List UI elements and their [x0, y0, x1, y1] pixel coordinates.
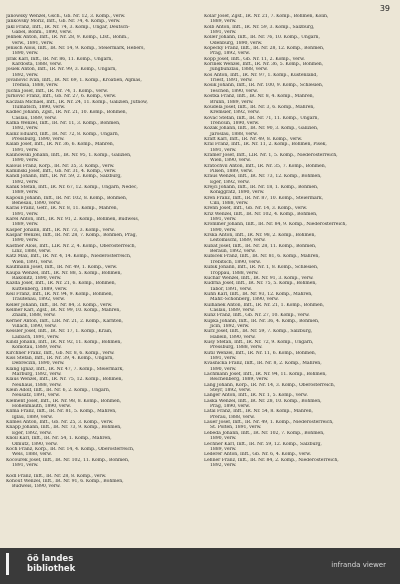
entry-line: Klima Franz, Inft., IR. Nr. 81, 5. Komp., Mähren, [6, 409, 117, 415]
entry-line: Kupka Johann, Inft., IR. Nr. 36, 4. Komp., Böhmen, [204, 318, 320, 324]
entry-continuation: Mähr.-Schönberg, 1890, verw. [210, 297, 279, 303]
entry-line: Korinek Wenzel, Inft., IR. Nr. 36, 5. Komp., Böhmen, [204, 62, 324, 68]
entry-line: Kos Anton, Inft., IR. Nr. 97, 1. Komp., Küstenland, [204, 72, 318, 78]
entry-line: Koller Johann, Inft., IR. Nr. 76, 10. Komp., Ungarn, [204, 35, 320, 41]
entry-line: Katz Max, Inft., IR. Nr. 4, 14. Komp., Niederösterreich, [6, 254, 132, 260]
entry-line: Kaufmann Josef, Inft., IR. Nr. 49, 1. Komp., verw. [6, 265, 118, 271]
entry-continuation: Gabel, Böhm., 1890, verw. [12, 30, 73, 36]
entry-continuation: 1890, verw. [12, 158, 39, 164]
logo-mark-icon [6, 553, 23, 575]
entry-continuation: 1890, verw. [210, 227, 237, 233]
entry-continuation: verw., 1891, verw. [12, 40, 54, 46]
entry-line: Langer Anton, Inft., IR. Nr. 1, 5. Komp., verw. [204, 393, 308, 399]
logo-line-1: öö landes [27, 554, 74, 564]
entry-line: Koudela Josef, Inft., IR. Nr. 3, 6. Komp., Mähren, [204, 104, 315, 110]
entry-line: Krenn Josef, Inft., Gb. Nr. 14, 3. Komp., verw. [204, 206, 308, 212]
entry-continuation: Brünn, 1889, verw. [210, 99, 254, 105]
left-column [6, 14, 196, 490]
entry-line: Kalous Franz, Korp., IR. Nr. 35, 3. Komp., verw. [6, 163, 115, 169]
entry-continuation: Trautenau, 1892, verw. [12, 297, 65, 303]
entry-continuation: Olmütz, 1890, verw. [12, 441, 58, 447]
entry-continuation: 1890, verw. [12, 238, 39, 244]
entry-continuation: Villach, 1890, verw. [12, 323, 57, 329]
entry-continuation: Beraun, 1892, verw. [210, 249, 256, 255]
entry-continuation: Jungbunzlau, 1888, verw. [210, 67, 268, 73]
entry-continuation: Trebitsch, 1890, verw. [210, 259, 261, 265]
entry-continuation: Hohenmauth, 1890, verw. [12, 404, 72, 410]
entry-line: Kozak Johann, Inft., IR. Nr. 90, 3. Komp., Galizien, [204, 126, 319, 132]
entry-line: Lauer Josef, Inft., IR. Nr. 49, 1. Komp., Niederösterreich, [204, 420, 334, 426]
entry-line: Jurkovic Franz, Inft., Gb. Nr. 27, 6. Komp., verw. [6, 94, 117, 100]
entry-line: Kaminski Josef, Inft., Gb. Nr. 31, 4. Komp., verw. [6, 168, 117, 174]
entry-line: Kraft Karl, Inft., IR. Nr. 49, 8. Komp., verw. [204, 136, 303, 142]
entry-continuation: Pilsen, 1889, verw. [210, 168, 254, 174]
entry-line: Kanik Stefan, Inft., IR. Nr. 67, 12. Komp., Ungarn, Nedec, [6, 185, 138, 190]
entry-line: Jenisch Alois, Inft., IR. Nr. 14, 9. Komp., Steiermark, Hebers, [6, 46, 145, 52]
entry-continuation: 1892, verw. [12, 72, 39, 78]
entry-line: Kiss Stefan, Inft., IR. Nr. 39, 4. Komp., Ungarn, [6, 356, 114, 361]
entry-line: Kvasnicka Franz, Inft., IR. Nr. 8, 2. Komp., Mähren, [204, 361, 322, 367]
entry-continuation: Tremsa, 1888, verw. [12, 83, 59, 89]
entry-continuation: Debreczin, 1890, verw. [12, 361, 65, 367]
entry-line: Juchla Josef, Inft., IR. Nr. 74, 1. Komp., verw. [6, 88, 108, 94]
entry-line: Josiek Anton, Inft., IR. Nr. 99, 3. Komp., Ungarn, [6, 67, 117, 73]
entry-continuation: Jicin, 1892, verw. [210, 323, 250, 329]
entry-continuation: Königgrätz, 1890, verw. [210, 190, 265, 196]
entry-line: Kolar Josef, Zgsf., IR. Nr. 21, 7. Komp., Böhmen, Kolin, [204, 14, 329, 19]
entry-line: Krejci Johann, Inft., IR. Nr. 18, 1. Komp., Böhmen, [204, 185, 319, 190]
entry-continuation: 1892, verw. [12, 179, 39, 185]
entry-line: Kalab Josef, Inft., IR. Nr. 36, 6. Komp., Mähren, [6, 142, 115, 148]
entry-line: Kafka Wenzel, Inft., IR. Nr. 11, 3. Komp., Böhmen, [6, 120, 121, 126]
entry-continuation: 1890, verw. [210, 436, 237, 442]
library-logo[interactable] [6, 553, 75, 575]
entry-line: Klaus Wenzel, Inft., IR. Nr. 75, 12. Komp., Böhmen, [6, 377, 123, 383]
entry-continuation: Kremsier, 1892, verw. [210, 110, 260, 116]
entry-line: Kalinowski Johann, Inft., IR. Nr. 95, 1. Komp., Galizien, [6, 152, 132, 158]
entry-line: Kerner Anton, Inft., LIR. Nr. 21, 2. Komp., Kärnten, [6, 318, 123, 324]
entry-line: Jirak Karl, Inft., IR. Nr. 86, 11. Komp., Ungarn, [6, 56, 113, 62]
entry-line: Kadlec Johann, Zgsf., IR. Nr. 21, 10. Komp., Böhmen, [6, 110, 127, 116]
entry-continuation: 1890, verw. [12, 51, 39, 57]
entry-continuation: Trencsin, 1890, verw. [210, 120, 260, 126]
logo-text [27, 554, 75, 574]
entry-line: Kopecky Franz, Inft., IR. Nr. 28, 12. Komp., Böhmen, [204, 46, 325, 52]
entry-line: Jakl Franz, Inft., IR. Nr. 74, 3. Komp., Ungar, Deutsch- [6, 24, 130, 30]
entry-continuation: Cilli, 1888, verw. [210, 201, 249, 207]
entry-line: Kindl Johann, Inft., IR. Nr. 92, 11. Komp., Böhmen, [6, 339, 122, 345]
entry-line: Karel Anton, Inft., IR. Nr. 91, 2. Komp., Böhmen, Budweis, [6, 217, 140, 223]
entry-line: Kovac Stefan, Inft., IR. Nr. 71, 11. Komp., Ungarn, [204, 115, 319, 121]
entry-line: Kubat Josef, Inft., IR. Nr. 28, 11. Komp., Böhmen, [204, 243, 317, 249]
entry-continuation: Tabor, 1891, verw. [210, 286, 252, 292]
entry-line: Kunz Franz, Inft., Gb. Nr. 27, 10. Komp., verw. [204, 313, 310, 319]
entry-line: Kraus Wenzel, Inft., IR. Nr. 73, 12. Komp., Böhmen, [204, 174, 322, 180]
entry-line: Kodl Franz, Inft., IR. Nr. 28, 8. Komp., verw. [6, 473, 107, 479]
entry-line: Kohout Wenzel, Inft., IR. Nr. 91, 6. Komp., Böhmen, [6, 478, 124, 484]
entry-line: Krska Anton, Inft., IR. Nr. 98, 2. Komp., Böhmen, [204, 233, 316, 239]
entry-continuation: Troppau, 1888, verw. [210, 270, 259, 276]
entry-line: Koch Franz, Korp., IR. Nr. 14, 4. Komp., Oberösterreich, [6, 446, 135, 452]
viewer-label: infranda viewer [331, 561, 386, 569]
entry-line: Kurz Josef, Inft., IR. Nr. 59, 7. Komp., Salzburg, [204, 329, 313, 335]
entry-continuation: Marburg, 1892, verw. [12, 372, 62, 378]
entry-line: Kolb Anton, Inft., IR. Nr. 59, 3. Komp., Salzburg, [204, 24, 315, 30]
entry-continuation: 1891, verw. [210, 356, 237, 361]
entry-continuation: Ödenburg, 1890, verw. [210, 40, 263, 46]
entry-line: Kratochvil Anton, Inft., IR. Nr. 35, 7. Komp., Böhmen, [204, 163, 327, 169]
entry-continuation: Znaim, 1888, verw. [12, 313, 56, 319]
entry-line: Klein Adolf, Inft., IR. Nr. 6, 2. Komp., Ungarn, [6, 388, 111, 394]
entry-line: Kessler Josef, Inft., IR. Nr. 17, 1. Komp., Krain, [6, 329, 113, 335]
entry-continuation: Pressburg, 1888, verw. [210, 345, 263, 351]
entry-line: Lederer Anton, Inft., Gb. Nr. 6, 4. Komp., verw. [204, 452, 312, 458]
entry-continuation: Prag, 1892, verw. [210, 51, 251, 57]
entry-line: Kopp Josef, Inft., Gb. Nr. 11, 2. Komp., verw. [204, 56, 305, 62]
entry-line: Lebeda Johann, Inft., IR. Nr. 102, 7. Komp., Böhmen, [204, 430, 325, 436]
entry-continuation: Teschen, 1890, verw. [210, 88, 258, 94]
entry-continuation: Komotau, 1889, verw. [12, 345, 62, 351]
entry-continuation: 1891, verw. [210, 30, 237, 36]
entry-continuation: 1891, verw. [210, 147, 237, 153]
entry-line: Kazda Josef, Inft., IR. Nr. 21, 6. Komp., Böhmen, [6, 281, 116, 287]
entry-continuation: 1891, verw. [12, 211, 39, 217]
entry-continuation: Iglau, 1889, verw. [12, 414, 53, 420]
entry-line: Klimes Anton, Inft., Gb. Nr. 25, 3. Komp., verw. [6, 420, 114, 426]
entry-line: Kramer Josef, Inft., LIR. Nr. 1, 5. Komp., Niederösterreich, [204, 152, 338, 158]
entry-continuation: 1892, verw. [12, 126, 39, 132]
entry-line: Kasper Johann, Inft., IR. Nr. 73, 3. Komp., verw. [6, 227, 115, 233]
entry-continuation: Leitomischl, 1889, verw. [210, 238, 266, 244]
entry-continuation: Eger, 1892, verw. [210, 179, 250, 185]
entry-continuation: Pressburg, 1890, verw. [12, 136, 65, 142]
entry-continuation: 1891, verw. [12, 147, 39, 153]
entry-line: Lang Johann, Korp., IR. Nr. 14, 3. Komp., Oberösterreich, [204, 382, 336, 388]
entry-line: Kubicek Franz, Inft., IR. Nr. 81, 6. Komp., Mähren, [204, 254, 320, 260]
entry-continuation: Prerau, 1888, verw. [210, 414, 255, 420]
entry-continuation: 1889, verw. [210, 19, 237, 25]
entry-line: Knapp Johann, Inft., IR. Nr. 73, 9. Komp., Böhmen, [6, 425, 122, 431]
logo-line-2: bibliothek [27, 564, 76, 574]
entry-line: Krommer Johann, Inft., IR. Nr. 84, 9. Komp., Niederösterreich, [204, 222, 347, 228]
entry-continuation: Linz, 1888, verw. [12, 249, 51, 255]
entry-continuation: Kuttenberg, 1889, verw. [12, 286, 68, 292]
entry-line: Kostka Franz, Inft., IR. Nr. 8, 4. Komp., Mähren, [204, 94, 314, 100]
entry-continuation: Caslau, 1889, verw. [210, 307, 255, 313]
viewer-footer [0, 548, 400, 584]
entry-continuation: 1891, verw. [210, 217, 237, 223]
entry-continuation: Eger, 1892, verw. [12, 430, 52, 436]
entry-line: Knoll Karl, Inft., IR. Nr. 54, 1. Komp., Mähren, [6, 436, 112, 442]
entry-continuation: St. Pölten, 1891, verw. [210, 425, 262, 431]
entry-line: Lechner Karl, Inft., IR. Nr. 59, 12. Komp., Salzburg, [204, 441, 322, 447]
entry-line: Kosik Johann, Inft., IR. Nr. 100, 9. Komp., Schlesien, [204, 83, 324, 89]
entry-line: Keller Johann, Inft., IR. Nr. 84, 3. Komp., verw. [6, 302, 113, 308]
entry-continuation: 1892, verw. [210, 462, 237, 468]
entry-continuation: Rakonitz, 1890, verw. [12, 275, 62, 281]
entry-line: Lachmann Josef, Inft., IR. Nr. 94, 11. Komp., Böhmen, [204, 372, 327, 378]
entry-line: Keil Franz, Inft., IR. Nr. 94, 9. Komp., Böhmen, [6, 291, 113, 297]
entry-line: Kutil Wenzel, Inft., IR. Nr. 11, 6. Komp., Böhmen, [204, 350, 317, 356]
entry-continuation: Wien, 1891, verw. [12, 259, 53, 265]
entry-continuation: 1889, verw. [12, 190, 39, 196]
entry-line: Kuhn Karl, Inft., IR. Nr. 93, 12. Komp., Mähren, [204, 291, 313, 297]
entry-continuation: Jaroslau, 1888, verw. [210, 131, 258, 137]
entry-line: Latal Franz, Inft., IR. Nr. 54, 8. Komp., Mähren, [204, 409, 313, 415]
entry-line: Laska Wenzel, Inft., IR. Nr. 28, 10. Komp., Böhmen, [204, 398, 322, 404]
entry-continuation: 1891, verw. [12, 462, 39, 468]
entry-continuation: Caslau, 1889, verw. [12, 115, 57, 121]
entry-line: Kocourek Josef, Inft., IR. Nr. 102, 11. Komp., Böhmen, [6, 457, 130, 463]
entry-line: Kubik Johann, Inft., IR. Nr. 1, 8. Komp., Schlesien, [204, 265, 319, 271]
entry-line: Kulhanek Anton, Inft., IR. Nr. 21, 1. Komp., Böhmen, [204, 302, 325, 308]
entry-line: Lehner Franz, Inft., IR. Nr. 84, 2. Komp., Niederösterreich, [204, 457, 339, 463]
entry-continuation: 1890, verw. [210, 366, 237, 372]
entry-line: Kaczala Michael, Inft., IR. Nr. 24, 11. Komp., Galizien, Jutnow, [6, 99, 148, 105]
entry-continuation: Budweis, 1890, verw. [12, 484, 61, 490]
entry-line: Kaupa Wenzel, Inft., IR. Nr. 88, 5. Komp., Böhmen, [6, 270, 122, 276]
entry-continuation: 1889, verw. [12, 222, 39, 228]
entry-continuation: Steyr, 1892, verw. [210, 388, 251, 394]
entry-continuation: Hallein, 1890, verw. [210, 334, 256, 340]
page-number: 39 [379, 4, 390, 13]
entry-continuation: Tlumatsch, 1890, verw. [12, 104, 66, 110]
entry-continuation: Triest, 1891, verw. [210, 78, 253, 84]
entry-line: Kirchner Franz, Inft., Gb. Nr. 8, 6. Komp., verw. [6, 350, 115, 356]
entry-line: Kudrna Josef, Inft., IR. Nr. 75, 5. Komp., Böhmen, [204, 281, 317, 287]
entry-line: Klement Josef, Inft., IR. Nr. 98, 8. Komp., Böhmen, [6, 398, 122, 404]
entry-line: Kren Franz, Inft., IR. Nr. 87, 10. Komp., Steiermark, [204, 195, 323, 201]
entry-continuation: Wien, 1890, verw. [210, 158, 251, 164]
entry-line: Kriz Wenzel, Inft., IR. Nr. 102, 4. Komp., Böhmen, [204, 211, 318, 217]
entry-continuation: Prag, 1890, verw. [210, 404, 251, 410]
entry-line: Jovanovic Ivan, Inft., IR. Nr. 69, 1. Komp., Kroatien, Aljmas, [6, 78, 142, 84]
entry-line: Kral Franz, Inft., IR. Nr. 11, 2. Komp., Böhmen, Pisek, [204, 142, 327, 148]
entry-line: Kainz Eduard, Inft., IR. Nr. 72, 8. Komp., Ungarn, [6, 131, 120, 137]
entry-line: Kandl Johann, Inft., IR. Nr. 59, 2. Komp., Salzburg, [6, 174, 122, 180]
entry-continuation: Laibach, 1891, verw. [12, 334, 60, 340]
entry-line: Klang Ignaz, Inft., IR. Nr. 47, 7. Komp., Steiermark, [6, 366, 124, 372]
entry-continuation: Neusatz, 1891, verw. [12, 393, 60, 399]
entry-line: Jelinek Anton, Inft., IR. Nr. 28, 9. Komp., Lfst., Böhm., [6, 35, 129, 41]
entry-line: Kaspar Wenzel, Inft., IR. Nr. 28, 7. Komp., Böhmen, Prag, [6, 233, 137, 239]
entry-line: Janowsky Wenzel, Gsch., Gb. Nr. 12, 3. Komp., verw. [6, 14, 126, 19]
entry-line: Kellner Karl, Zgsf., IR. Nr. 99, 10. Komp., Mähren, [6, 307, 121, 313]
entry-continuation: Wels, 1888, verw. [12, 452, 52, 458]
entry-continuation: Reichenberg, 1889, verw. [210, 377, 269, 383]
right-column [204, 14, 394, 468]
entry-line: Kastner Alois, Inft., LIR. Nr. 2, 4. Komp., Oberösterreich, [6, 243, 136, 249]
entry-continuation: Benesau, 1890, verw. [12, 201, 61, 207]
entry-line: Kusy Stefan, Inft., IR. Nr. 72, 9. Komp., Ungarn, [204, 339, 314, 345]
entry-line: Jankovsky Moriz, Inft., Gb. Nr. 74, 4. Komp., verw. [6, 19, 121, 25]
entry-line: Kapoun Johann, Inft., IR. Nr. 102, 8. Komp., Böhmen, [6, 195, 128, 201]
entry-continuation: 1889, verw. [210, 446, 237, 452]
entry-line: Kuchar Wenzel, Inft., IR. Nr. 91, 3. Komp., verw. [204, 275, 314, 281]
entry-continuation: Kardosta, 1888, verw. [12, 62, 62, 68]
entry-line: Karas Franz, Gefr., IR. Nr. 8, 11. Komp., Mähren, [6, 206, 118, 212]
entry-continuation: Neuhaus, 1888, verw. [12, 382, 62, 388]
